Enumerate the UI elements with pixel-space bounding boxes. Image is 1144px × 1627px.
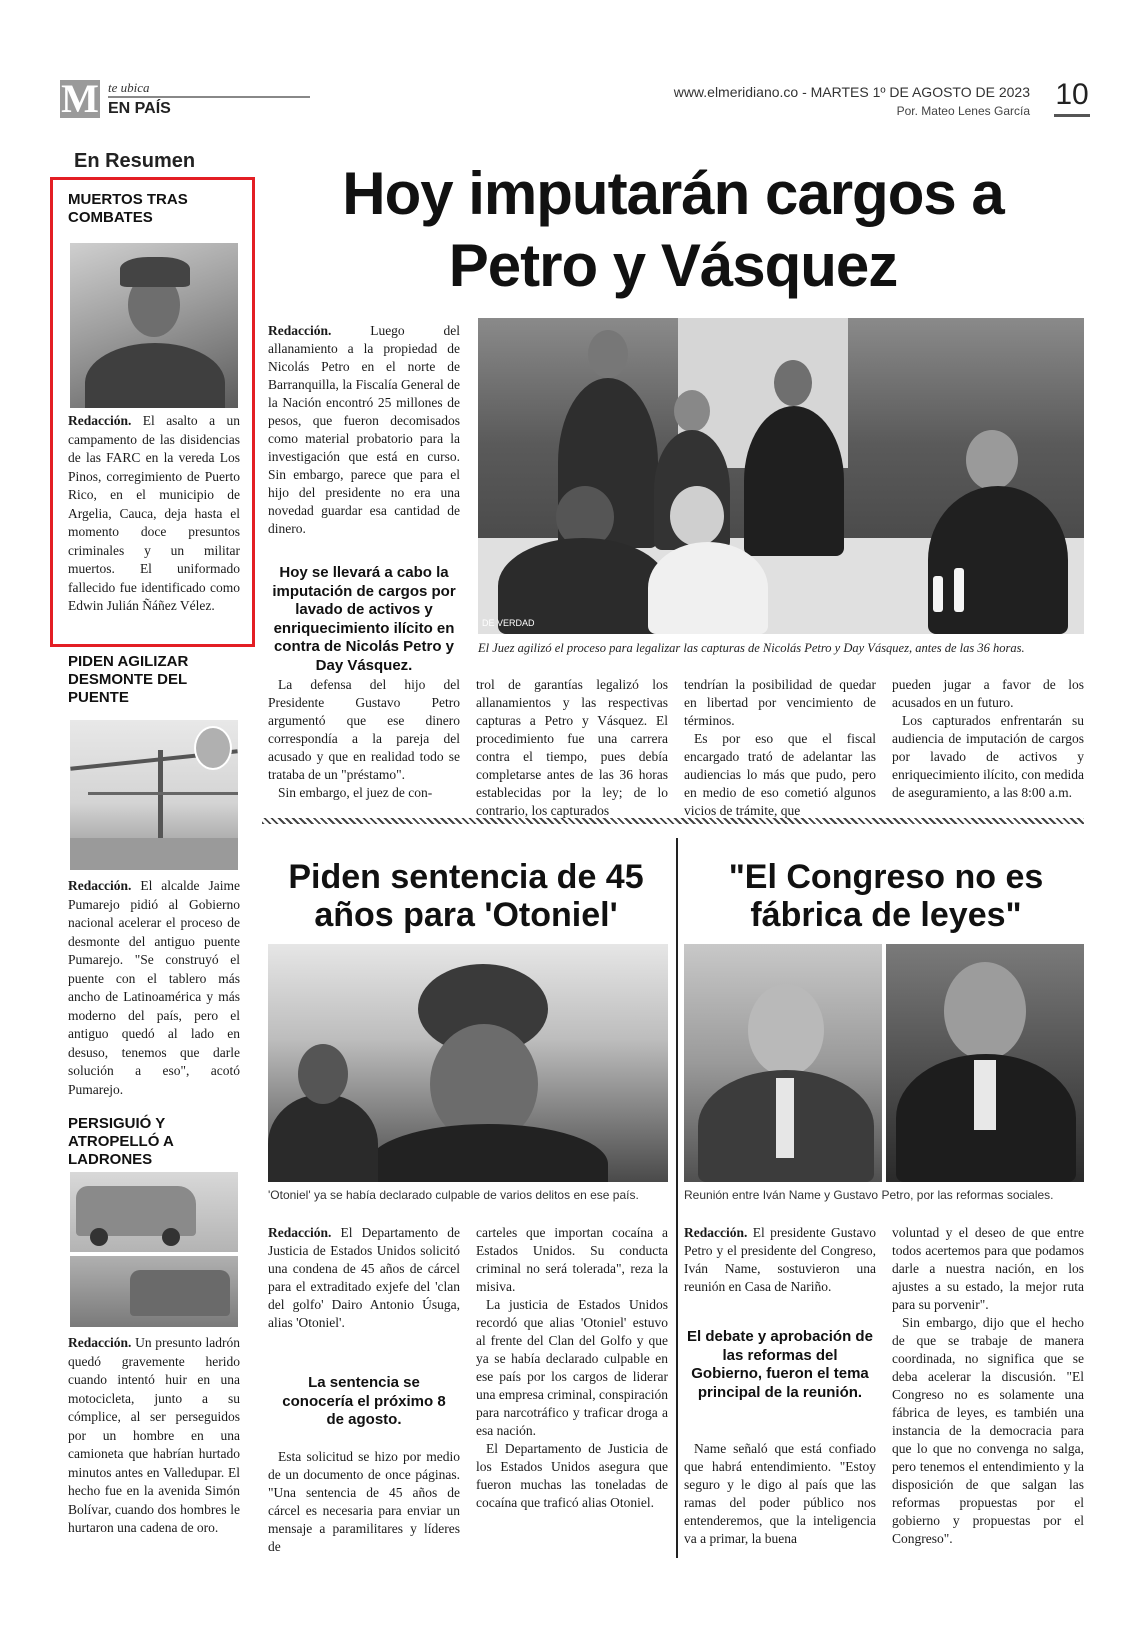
paragraph: Esta solicitud se hizo por medio de un documento de once páginas. "Una sentencia de 45 años de cárcel es necesaria para enviar un mensaje a paramilitares y líderes de — [268, 1449, 460, 1554]
paragraph: carteles que importan cocaína a Estados Unidos. Su conducta criminal no será tolerada", reza la misiva. — [476, 1225, 668, 1294]
gustavo-petro-photo — [886, 944, 1084, 1182]
otoniel-col-1-rest — [268, 1448, 460, 1556]
section-name: EN PAÍS — [108, 100, 171, 117]
section-divider — [262, 818, 1084, 824]
accident-photo — [70, 1172, 238, 1327]
paragraph: trol de garantías legalizó los allanamientos y las respectivas capturas a Petro y Vásquez. El procedimiento fue una carrera contra el tiempo, pues debía completarse antes de las 36 horas establecidas por la ley; de lo contrario, los capturados — [476, 677, 668, 818]
congreso-col-1 — [684, 1224, 876, 1296]
otoniel-lead: Redacción. — [268, 1225, 332, 1240]
main-intro — [268, 322, 460, 538]
otoniel-col-1 — [268, 1224, 460, 1332]
sidebar-item-body: Un presunto ladrón quedó gravemente herido cuando intentó huir en una motocicleta, junto a su cómplice, al ser perseguidos por un hombre en una camioneta que habrían hurtado minutos antes en Valledupar. El hecho fue en la avenida Simón Bolívar, cuando dos hombres le hurtaron una cadena de oro. — [68, 1335, 240, 1535]
sidebar-item-text — [68, 1334, 240, 1538]
paragraph: Sin embargo, dijo que el hecho de que se trabaje de manera coordinada, no significa que se deba acelerar la discusión. "El Congreso no es solamente una fábrica de leyes, es también una instancia de la democracia para que lo que no convenga no salga, pero tenemos el entendimiento y la disposición de que salgan las reformas propuestas por el gobierno y propuestas por el Congreso". — [892, 1315, 1084, 1546]
otoniel-intro: El Departamento de Justicia de Estados Unidos solicitó una condena de 45 años de cárcel para el extraditado exjefe del 'clan del golfo' Dairo Antonio Úsuga, alias 'Otoniel'. — [268, 1225, 460, 1330]
sidebar-item-body: El asalto a un campamento de las disidencias de las FARC en la vereda Los Pinos, corregimiento de Puerto Rico, en el municipio de Argelia, Cauca, deja hasta el momento doce presuntos criminales y un militar muertos. El uniformado fallecido fue identificado como Edwin Julián Ñáñez Vélez. — [68, 413, 240, 613]
otoniel-pullquote: La sentencia se conocería el próximo 8 de agosto. — [282, 1374, 446, 1428]
paragraph: pueden jugar a favor de los acusados en un futuro. — [892, 677, 1084, 710]
bridge-photo — [70, 720, 238, 870]
main-col-1 — [268, 676, 460, 802]
sidebar-item-title: MUERTOS TRAS COMBATES — [68, 191, 188, 226]
sidebar-item-text — [68, 412, 240, 616]
paragraph: La defensa del hijo del Presidente Gustavo Petro argumentó que ese dinero correspondía a la pareja del acusado y que en realidad todo se trataba de un "préstamo". — [268, 677, 460, 782]
sidebar-item-lead: Redacción. — [68, 413, 132, 428]
sidebar-item-text — [68, 877, 240, 1099]
paragraph: voluntad y el deseo de que entre todos acertemos para que podamos darle a nuestra nación, en los ajustes a su estado, la mejor ruta para su porvenir". — [892, 1225, 1084, 1312]
site-and-date: www.elmeridiano.co - MARTES 1º DE AGOSTO DE 2023 — [673, 84, 1030, 100]
section-kicker: te ubica — [108, 80, 150, 95]
header-rule — [108, 96, 310, 98]
paragraph: Los capturados enfrentarán su audiencia de imputación de cargos por lavado de activos y enriquecimiento ilícito, con medida de aseguramiento, a las 8:00 a.m. — [892, 713, 1084, 800]
page-number: 10 — [1055, 78, 1089, 111]
photo-credit: DE VERDAD — [482, 618, 535, 628]
sidebar-heading: En Resumen — [74, 150, 196, 172]
sidebar-item-title: PIDEN AGILIZAR DESMONTE DEL PUENTE — [68, 653, 189, 706]
congreso-col-1-rest — [684, 1440, 876, 1548]
page-number-rule — [1054, 114, 1090, 117]
sidebar-item-lead: Redacción. — [68, 878, 132, 893]
main-pullquote: Hoy se llevará a cabo la imputación de cargos por lavado de activos y enriquecimiento ilícito en contra de Nicolás Petro y Day Vásquez. — [272, 564, 456, 674]
otoniel-caption: 'Otoniel' ya se había declarado culpable de varios delitos en ese país. — [268, 1188, 639, 1202]
otoniel-headline: Piden sentencia de 45 años para 'Otoniel' — [288, 858, 644, 934]
paragraph: Sin embargo, el juez de con- — [278, 785, 433, 800]
column-rule — [676, 838, 678, 1558]
main-col-3 — [684, 676, 876, 820]
congreso-pullquote: El debate y aprobación de las reformas del Gobierno, fueron el tema principal de la reunión. — [687, 1328, 873, 1401]
paragraph: La justicia de Estados Unidos recordó que alias 'Otoniel' estuvo al frente del Clan del Golfo y que ya se había declarado culpable en ese país por los cargos de liderar una empresa criminal, conspiración para narcotráfico y traficar droga a esa nación. — [476, 1297, 668, 1438]
hearing-photo — [478, 318, 1084, 634]
sidebar-item-body: El alcalde Jaime Pumarejo pidió al Gobierno nacional acelerar el proceso de desmonte del antiguo puente Pumarejo. "Se construyó el puente con el tablero más ancho de Latinoamérica y más moderno del país, pero el antiguo quedó al lado en desuso, tenemos que darle solución a eso", acotó Pumarejo. — [68, 878, 240, 1097]
paragraph: tendrían la posibilidad de quedar en libertad por vencimiento de términos. — [684, 677, 876, 728]
congreso-headline: "El Congreso no es fábrica de leyes" — [728, 858, 1044, 934]
congreso-lead: Redacción. — [684, 1225, 748, 1240]
otoniel-col-2 — [476, 1224, 668, 1512]
sidebar-item-title: PERSIGUIÓ Y ATROPELLÓ A LADRONES — [68, 1115, 174, 1168]
congreso-col-2 — [892, 1224, 1084, 1548]
ivan-name-photo — [684, 944, 882, 1182]
sidebar-item-lead: Redacción. — [68, 1335, 132, 1350]
author-byline: Por. Mateo Lenes García — [896, 104, 1030, 118]
main-intro-text: Luego del allanamiento a la propiedad de Nicolás Petro en el norte de Barranquilla, la Fiscalía General de la Nación encontró 25 millones de pesos, que fueron decomisados como material probatorio para la investigación que está en curso. Sin embargo, parece que para el hijo del presidente no era una novedad guardar esa cantidad de dinero. — [268, 323, 460, 536]
paragraph: Es por eso que el fiscal encargado trató de adelantar las audiencias lo más que pudo, pero en medio de eso cometió algunos vicios de trámite, que — [684, 731, 876, 818]
newspaper-logo: M — [61, 76, 99, 121]
paragraph: Name señaló que está confiado que habrá entendimiento. "Estoy seguro y le digo al país que las ramas del poder público nos entenderemos, que la inteligencia va a primar, la buena — [684, 1441, 876, 1546]
soldier-photo — [70, 243, 238, 408]
main-lead: Redacción. — [268, 323, 332, 338]
paragraph: El Departamento de Justicia de los Estados Unidos asegura que fueron muchas las toneladas de cocaína que traficó alias Otoniel. — [476, 1441, 668, 1510]
otoniel-photo — [268, 944, 668, 1182]
main-col-4 — [892, 676, 1084, 802]
congreso-intro: El presidente Gustavo Petro y el presidente del Congreso, Iván Name, sostuvieron una reunión en Casa de Nariño. — [684, 1225, 876, 1294]
main-headline: Hoy imputarán cargos a Petro y Vásquez — [342, 160, 1004, 299]
main-photo-caption: El Juez agilizó el proceso para legalizar las capturas de Nicolás Petro y Day Vásquez, antes de las 36 horas. — [478, 641, 1025, 655]
main-col-2 — [476, 676, 668, 820]
congreso-caption: Reunión entre Iván Name y Gustavo Petro, por las reformas sociales. — [684, 1188, 1054, 1202]
